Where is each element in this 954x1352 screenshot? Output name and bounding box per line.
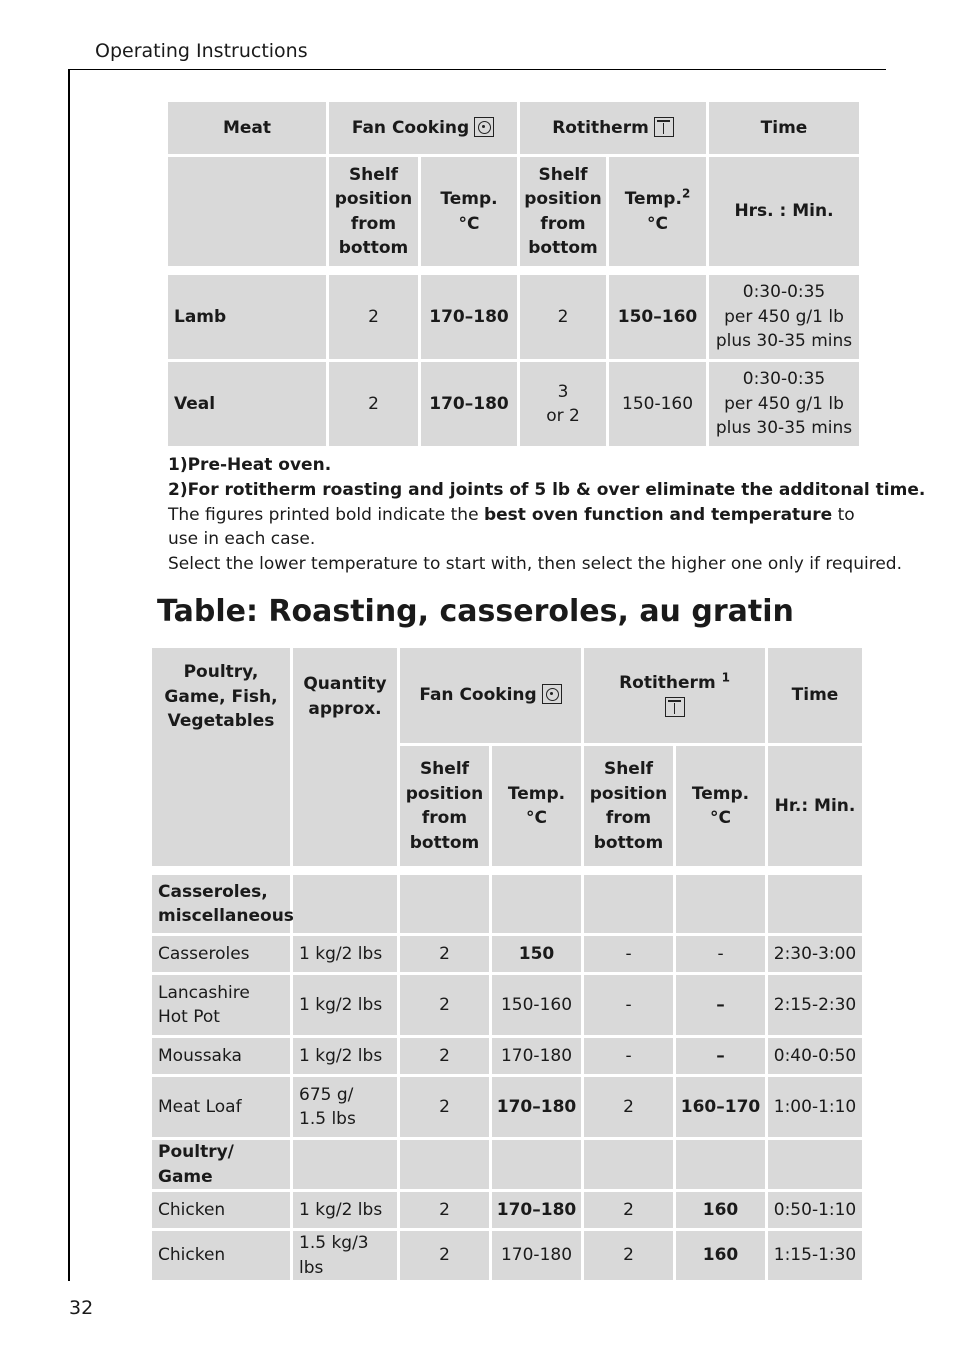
roti-shelf: -: [584, 975, 673, 1035]
time-header: Time: [709, 102, 859, 154]
roti-temp-header: Temp. °C: [676, 746, 765, 866]
fan-temp: 170-180: [492, 1231, 581, 1280]
roti-temp: 160–170: [676, 1077, 765, 1137]
roti-shelf: 2: [584, 1192, 673, 1228]
empty-cell: [584, 1140, 673, 1189]
roti-shelf: 2: [584, 1077, 673, 1137]
table-row: [152, 1077, 862, 1137]
fan-temp: 150-160: [492, 975, 581, 1035]
fan-temp: 170–180: [421, 275, 517, 359]
item-name: Moussaka: [152, 1038, 290, 1074]
cooking-time: 1:00-1:10: [768, 1077, 862, 1137]
item-name: Lancashire Hot Pot: [152, 975, 290, 1035]
group-label: Poultry/ Game: [152, 1140, 290, 1189]
group-row: [152, 875, 862, 933]
fan-oven-icon: [474, 117, 494, 137]
cooking-time: 1:15-1:30: [768, 1231, 862, 1280]
cooking-time: 2:15-2:30: [768, 975, 862, 1035]
fan-temp: 170–180: [492, 1077, 581, 1137]
meat-header-blank: [168, 157, 326, 266]
roti-shelf: 2: [584, 1231, 673, 1280]
margin-rule: [68, 69, 70, 1281]
fan-shelf-header: Shelf position from bottom: [329, 157, 418, 266]
page-header: Operating Instructions: [95, 40, 308, 62]
cooking-time: 0:30-0:35 per 450 g/1 lb plus 30-35 mins: [709, 362, 859, 446]
roti-temp: 160: [676, 1231, 765, 1280]
item-header: Poultry, Game, Fish, Vegetables: [152, 648, 290, 866]
table-row: [152, 1038, 862, 1074]
empty-cell: [400, 1140, 489, 1189]
header-rule: [69, 69, 886, 70]
fan-temp-header: Temp. °C: [492, 746, 581, 866]
cooking-time: 0:50-1:10: [768, 1192, 862, 1228]
cooking-time: 0:40-0:50: [768, 1038, 862, 1074]
rotitherm-grill-icon: [654, 117, 674, 137]
fan-shelf-header: Shelf position from bottom: [400, 746, 489, 866]
empty-cell: [293, 875, 397, 933]
fan-temp: 170-180: [492, 1038, 581, 1074]
footnote-2: 2)For rotitherm roasting and joints of 5 lb & over eliminate the additonal time.: [168, 479, 926, 500]
empty-cell: [492, 875, 581, 933]
fan-shelf: 2: [400, 1038, 489, 1074]
empty-cell: [676, 1140, 765, 1189]
table-row: [168, 275, 859, 359]
rotitherm-header: Rotitherm $^1$: [584, 648, 765, 743]
roti-temp: 150-160: [609, 362, 706, 446]
meat-name: Veal: [168, 362, 326, 446]
fan-cooking-header: Fan Cooking: [400, 648, 581, 743]
section-title: Table: Roasting, casseroles, au gratin: [157, 594, 794, 629]
empty-cell: [293, 1140, 397, 1189]
table-row: [152, 975, 862, 1035]
fan-shelf: 2: [400, 1077, 489, 1137]
roti-shelf-header: Shelf position from bottom: [584, 746, 673, 866]
group-row: [152, 1140, 862, 1189]
item-quantity: 1 kg/2 lbs: [293, 1192, 397, 1228]
roti-temp: 160: [676, 1192, 765, 1228]
roti-shelf: 3 or 2: [520, 362, 606, 446]
roti-shelf: -: [584, 1038, 673, 1074]
fan-shelf: 2: [400, 1231, 489, 1280]
empty-cell: [584, 875, 673, 933]
meat-roasting-table: [165, 99, 862, 449]
rotitherm-grill-icon: [665, 697, 685, 717]
roasting-casseroles-table: [149, 645, 865, 1283]
roti-temp: –: [676, 1038, 765, 1074]
row-spacer: [168, 269, 859, 272]
meat-column-header: Meat: [168, 102, 326, 154]
roti-temp: 150–160: [609, 275, 706, 359]
item-name: Chicken: [152, 1192, 290, 1228]
table-row: [168, 362, 859, 446]
fan-shelf: 2: [329, 362, 418, 446]
roti-temp: -: [676, 936, 765, 972]
item-name: Casseroles: [152, 936, 290, 972]
item-name: Meat Loaf: [152, 1077, 290, 1137]
temperature-advice: Select the lower temperature to start with, then select the higher one only if required.: [168, 554, 902, 575]
fan-shelf: 2: [400, 975, 489, 1035]
item-quantity: 675 g/ 1.5 lbs: [293, 1077, 397, 1137]
hr-min-header: Hr.: Min.: [768, 746, 862, 866]
fan-temp: 150: [492, 936, 581, 972]
item-name: Chicken: [152, 1231, 290, 1280]
roti-temp-header: Temp.$^2$ °C: [609, 157, 706, 266]
roti-shelf: -: [584, 936, 673, 972]
group-label: Casseroles, miscellaneous: [152, 875, 290, 933]
item-quantity: 1 kg/2 lbs: [293, 1038, 397, 1074]
empty-cell: [676, 875, 765, 933]
fan-cooking-header: Fan Cooking: [329, 102, 517, 154]
empty-cell: [492, 1140, 581, 1189]
fan-oven-icon: [542, 684, 562, 704]
roti-temp: –: [676, 975, 765, 1035]
empty-cell: [768, 875, 862, 933]
table-row: [152, 1231, 862, 1280]
table-row: [152, 1192, 862, 1228]
fan-temp: 170–180: [421, 362, 517, 446]
bold-explanation: The figures printed bold indicate the best oven function and temperature to use in each case.: [168, 504, 855, 550]
meat-name: Lamb: [168, 275, 326, 359]
fan-temp-header: Temp. °C: [421, 157, 517, 266]
cooking-time: 0:30-0:35 per 450 g/1 lb plus 30-35 mins: [709, 275, 859, 359]
item-quantity: 1 kg/2 lbs: [293, 975, 397, 1035]
table-row: [152, 936, 862, 972]
footnotes: [168, 453, 926, 577]
roti-shelf-header: Shelf position from bottom: [520, 157, 606, 266]
row-spacer: [152, 869, 862, 872]
empty-cell: [768, 1140, 862, 1189]
cooking-time: 2:30-3:00: [768, 936, 862, 972]
quantity-header: Quantity approx.: [293, 648, 397, 866]
empty-cell: [400, 875, 489, 933]
item-quantity: 1.5 kg/3 lbs: [293, 1231, 397, 1280]
roti-shelf: 2: [520, 275, 606, 359]
fan-shelf: 2: [329, 275, 418, 359]
hrs-min-header: Hrs. : Min.: [709, 157, 859, 266]
time-header: Time: [768, 648, 862, 743]
item-quantity: 1 kg/2 lbs: [293, 936, 397, 972]
fan-shelf: 2: [400, 936, 489, 972]
fan-shelf: 2: [400, 1192, 489, 1228]
page-number: 32: [69, 1297, 94, 1319]
footnote-1: 1)Pre-Heat oven.: [168, 455, 332, 475]
rotitherm-header: Rotitherm: [520, 102, 706, 154]
fan-temp: 170–180: [492, 1192, 581, 1228]
